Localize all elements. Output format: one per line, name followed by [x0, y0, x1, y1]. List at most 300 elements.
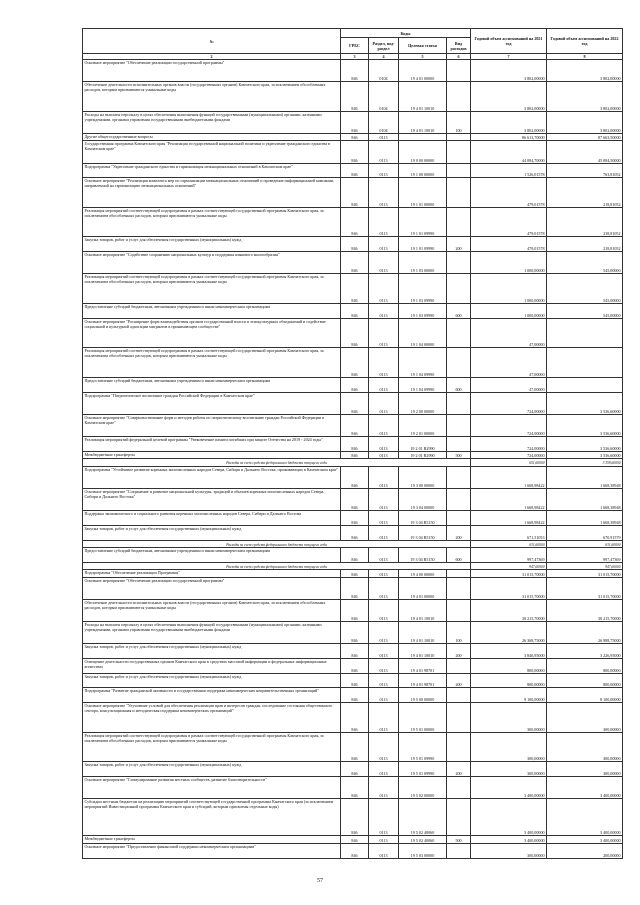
table-subtotal-row — [83, 459, 623, 466]
row-grbs: 846 — [341, 703, 369, 733]
row-razdel: 0113 — [369, 141, 399, 163]
table-row — [83, 274, 623, 304]
row-grbs: 846 — [341, 599, 369, 621]
row-amount-2021: 724,00000 — [471, 392, 547, 414]
table-row — [83, 621, 623, 643]
row-grbs: 846 — [341, 414, 369, 436]
row-amount-2022: 45 084,50000 — [547, 141, 623, 163]
row-grbs: 846 — [341, 577, 369, 599]
row-amount-2022: 26 988,75000 — [547, 621, 623, 643]
table-row — [83, 304, 623, 319]
col-header-name: № — [83, 29, 341, 54]
row-expense-type: 500 — [447, 451, 471, 458]
row-amount-2022: 300,00000 — [547, 703, 623, 733]
row-target-article: 19 4 01 10010 — [399, 644, 447, 659]
row-razdel: 0113 — [369, 414, 399, 436]
row-name: Субсидии местным бюджетам на реализацию мероприятий соответствующей государственной программы Камчатского края (за исключением мероприятий Инвестиционной программы Камчатского края и субсидий, которым присвоены отдельные коды) — [83, 799, 341, 836]
row-expense-type — [447, 577, 471, 599]
row-name: Закупка товаров, работ и услуг для обеспечения государственных (муниципальных) нужд — [83, 762, 341, 777]
row-name: Закупка товаров, работ и услуг для обеспечения государственных (муниципальных) нужд — [83, 673, 341, 688]
table-row — [83, 658, 623, 673]
row-grbs: 846 — [341, 207, 369, 237]
row-amount-2021: 1 668,98422 — [471, 511, 547, 526]
row-name: Основное мероприятие "Сохранение и развитие национальной культуры, традиций и обычаев коренных малочисленных народов Севера, Сибири и Дальнего Востока" — [83, 488, 341, 510]
row-razdel: 0113 — [369, 437, 399, 452]
row-razdel: 0113 — [369, 466, 399, 488]
row-grbs: 846 — [341, 843, 369, 858]
row-expense-type: 600 — [447, 377, 471, 392]
row-amount-2022: 87 663,50000 — [547, 133, 623, 140]
budget-table-sheet — [82, 28, 622, 859]
row-expense-type: 100 — [447, 111, 471, 133]
row-target-article: 19 4 01 10010 — [399, 599, 447, 621]
row-target-article: 19 1 04 09990 — [399, 348, 447, 378]
row-razdel: 0104 — [369, 111, 399, 133]
row-target-article: 19 2 01 R2990 — [399, 437, 447, 452]
row-name: Реализация мероприятий соответствующей подпрограммы в рамках соответствующей государственной программы Камчатского края, за исключением обособленных расходов, которым присваиваются уникальные коды — [83, 274, 341, 304]
row-amount-2022: 545,00000 — [547, 274, 623, 304]
table-row — [83, 252, 623, 274]
row-name: Обеспечение деятельности исполнительных органов власти (государственных органов) Камчатского края, за исключением обособленных расходов, которым присваиваются уникальные коды — [83, 82, 341, 112]
row-name: Основное мероприятие "Расширение форм взаимодействия органов государственной власти и этнокультурных объединений и содействие социальной и культурной адаптации мигрантов в принимающем сообществе" — [83, 318, 341, 348]
row-razdel: 0113 — [369, 133, 399, 140]
row-name: Основное мероприятие "Реализация комплекса мер по гармонизации межнациональных отношений и проведение информационной кампании, направленной на гармонизацию межнациональных отношений" — [83, 178, 341, 208]
row-expense-type — [447, 570, 471, 577]
row-amount-2022: 1 668,38948 — [547, 488, 623, 510]
row-grbs: 846 — [341, 304, 369, 319]
row-grbs: 846 — [341, 732, 369, 762]
table-row — [83, 577, 623, 599]
col-header-cs: Целевая статья — [399, 38, 447, 54]
row-name: Освещение деятельности государственных органов Камчатского края в средствах массовой информации и федеральных информационных агентствах — [83, 658, 341, 673]
row-amount-2021: 44 084,70000 — [471, 141, 547, 163]
row-name: Подпрограмма "Устойчивое развитие коренных малочисленных народов Севера, Сибири и Дальнего Востока, проживающих в Камчатском крае" — [83, 466, 341, 488]
row-amount-2021: 1 526,01578 — [471, 163, 547, 178]
row-name: Обеспечение деятельности исполнительных органов власти (государственных органов) Камчатского края, за исключением обособленных расходов, которым присваиваются уникальные коды — [83, 599, 341, 621]
row-razdel: 0113 — [369, 799, 399, 836]
row-amount-2021: 1 000,00000 — [471, 274, 547, 304]
row-name: Реализация мероприятий соответствующей подпрограммы в рамках соответствующей государственной программы Камчатского края, за исключением обособленных расходов, которым присваиваются уникальные коды — [83, 207, 341, 237]
col-index: 4 — [369, 54, 399, 60]
table-row — [83, 673, 623, 688]
row-amount-2022 — [547, 377, 623, 392]
row-grbs: 846 — [341, 621, 369, 643]
subtotal-value-v2: 947,60000 — [547, 562, 623, 569]
row-name: Реализация мероприятий соответствующей подпрограммы в рамках соответствующей государственной программы Камчатского края, за исключением обособленных расходов, которым присваиваются уникальные коды — [83, 732, 341, 762]
table-row — [83, 111, 623, 133]
row-amount-2022: 3 536,60000 — [547, 451, 623, 458]
table-row — [83, 451, 623, 458]
row-razdel: 0113 — [369, 525, 399, 540]
row-expense-type — [447, 141, 471, 163]
row-grbs: 846 — [341, 688, 369, 703]
row-amount-2021: 300,00000 — [471, 843, 547, 858]
row-amount-2022: 800,00000 — [547, 658, 623, 673]
table-row — [83, 703, 623, 733]
row-name: Реализация мероприятий федеральной целевой программы "Увековечение памяти погибших при защите Отечества на 2019 - 2024 годы" — [83, 437, 341, 452]
row-expense-type — [447, 207, 471, 237]
col-header-grbs: ГРБС — [341, 38, 369, 54]
row-grbs: 846 — [341, 488, 369, 510]
row-amount-2022: 300,00000 — [547, 762, 623, 777]
row-amount-2022: 3 536,60000 — [547, 392, 623, 414]
row-expense-type: 200 — [447, 762, 471, 777]
row-amount-2022: 1 668,38948 — [547, 511, 623, 526]
row-razdel: 0104 — [369, 82, 399, 112]
row-razdel: 0113 — [369, 658, 399, 673]
row-expense-type — [447, 163, 471, 178]
row-razdel: 0113 — [369, 762, 399, 777]
row-target-article: 19 5 02 00000 — [399, 777, 447, 799]
col-header-2022: Годовой объем ассигнований на 2022 год — [547, 29, 623, 54]
table-row — [83, 762, 623, 777]
subtotal-value-v2: 3 359,60000 — [547, 459, 623, 466]
row-amount-2021: 479,01578 — [471, 207, 547, 237]
row-expense-type — [447, 437, 471, 452]
subtotal-value-v2: 631,60000 — [547, 540, 623, 547]
row-amount-2021: 31 015,70000 — [471, 577, 547, 599]
row-amount-2022: 3 400,00000 — [547, 777, 623, 799]
row-target-article: 19 5 01 09990 — [399, 732, 447, 762]
row-grbs: 846 — [341, 392, 369, 414]
table-row — [83, 599, 623, 621]
row-razdel: 0113 — [369, 621, 399, 643]
table-row — [83, 570, 623, 577]
table-row — [83, 178, 623, 208]
row-name: Другие общегосударственные вопросы — [83, 133, 341, 140]
row-amount-2022 — [547, 318, 623, 348]
row-razdel: 0113 — [369, 843, 399, 858]
row-amount-2021: 800,00000 — [471, 658, 547, 673]
row-amount-2021: 3 802,00000 — [471, 60, 547, 82]
table-row — [83, 836, 623, 843]
row-name: Предоставление субсидий бюджетным, автономным учреждениям и иным некоммерческим организациям — [83, 304, 341, 319]
row-name: Подпрограмма "Обеспечение реализации Программы" — [83, 570, 341, 577]
table-row — [83, 843, 623, 858]
budget-table-body — [83, 60, 623, 859]
row-grbs: 846 — [341, 163, 369, 178]
row-amount-2022: 545,00000 — [547, 252, 623, 274]
col-header-vr: Вид расходов — [447, 38, 471, 54]
row-amount-2021: 1 000,00000 — [471, 252, 547, 274]
row-name: Закупка товаров, работ и услуг для обеспечения государственных (муниципальных) нужд — [83, 237, 341, 252]
row-razdel: 0113 — [369, 548, 399, 563]
row-amount-2021: 3 400,00000 — [471, 799, 547, 836]
row-amount-2022: 545,00000 — [547, 304, 623, 319]
subtotal-label: Расходы за счет средств федерального бюджета текущего года — [83, 459, 471, 466]
row-grbs: 846 — [341, 644, 369, 659]
row-grbs: 846 — [341, 673, 369, 688]
row-grbs: 846 — [341, 348, 369, 378]
row-target-article: 19 3 04 R5150 — [399, 548, 447, 563]
table-row — [83, 732, 623, 762]
row-target-article: 19 1 00 00000 — [399, 163, 447, 178]
row-amount-2021: 800,00000 — [471, 673, 547, 688]
row-amount-2022: 3 802,00000 — [547, 60, 623, 82]
row-expense-type — [447, 511, 471, 526]
table-row — [83, 207, 623, 237]
table-row — [83, 377, 623, 392]
row-razdel: 0113 — [369, 688, 399, 703]
table-row — [83, 133, 623, 140]
row-expense-type: 600 — [447, 304, 471, 319]
row-target-article: 19 1 01 09990 — [399, 237, 447, 252]
col-header-razdel: Раздел, под-раздел — [369, 38, 399, 54]
row-amount-2022: 30 215,70000 — [547, 599, 623, 621]
row-expense-type — [447, 133, 471, 140]
row-target-article: 19 2 01 00000 — [399, 414, 447, 436]
row-name: Закупка товаров, работ и услуг для обеспечения государственных (муниципальных) нужд — [83, 525, 341, 540]
row-grbs: 846 — [341, 237, 369, 252]
row-amount-2022: 3 226,95000 — [547, 644, 623, 659]
table-row — [83, 414, 623, 436]
row-amount-2022: 31 015,70000 — [547, 577, 623, 599]
table-row — [83, 488, 623, 510]
row-grbs: 846 — [341, 82, 369, 112]
row-expense-type — [447, 799, 471, 836]
row-razdel: 0113 — [369, 570, 399, 577]
row-amount-2021: 1 668,98422 — [471, 466, 547, 488]
col-header-2021: Годовой объем ассигнований на 2021 год — [471, 29, 547, 54]
row-target-article: 19 4 01 98701 — [399, 658, 447, 673]
row-razdel: 0113 — [369, 836, 399, 843]
row-target-article: 19 5 01 09990 — [399, 762, 447, 777]
row-amount-2021: 997,47369 — [471, 548, 547, 563]
row-razdel: 0113 — [369, 274, 399, 304]
row-amount-2021: 3 400,00000 — [471, 836, 547, 843]
row-name: Межбюджетные трансферты — [83, 451, 341, 458]
row-razdel: 0113 — [369, 163, 399, 178]
row-name: Основное мероприятие "Обеспечение реализации государственной программы" — [83, 60, 341, 82]
row-name: Основное мероприятие "Содействие сохранению национальных культур и поддержка языкового многообразия" — [83, 252, 341, 274]
row-target-article: 19 1 03 00000 — [399, 252, 447, 274]
table-row — [83, 799, 623, 836]
row-name: Расходы на выплаты персоналу в целях обеспечения выполнения функций государственными (муниципальными) органами, казенными учреждениями, органами управления государственными внебюджетными фондами — [83, 621, 341, 643]
row-razdel: 0113 — [369, 673, 399, 688]
col-index: 3 — [341, 54, 369, 60]
row-target-article: 19 1 03 09990 — [399, 304, 447, 319]
table-row — [83, 466, 623, 488]
row-amount-2021: 300,00000 — [471, 762, 547, 777]
col-index: 7 — [471, 54, 547, 60]
row-amount-2021: 671,51053 — [471, 525, 547, 540]
row-expense-type — [447, 703, 471, 733]
row-amount-2021: 31 015,70000 — [471, 570, 547, 577]
row-target-article: 19 5 03 00000 — [399, 843, 447, 858]
row-name: Предоставление субсидий бюджетным, автономным учреждениям и иным некоммерческим организациям — [83, 548, 341, 563]
table-row — [83, 437, 623, 452]
col-index: 6 — [447, 54, 471, 60]
row-expense-type — [447, 843, 471, 858]
row-target-article: 19 4 01 10010 — [399, 111, 447, 133]
row-expense-type: 600 — [447, 548, 471, 563]
row-amount-2021: 30 215,70000 — [471, 599, 547, 621]
table-row — [83, 777, 623, 799]
row-grbs: 846 — [341, 762, 369, 777]
row-amount-2021: 3 802,00000 — [471, 111, 547, 133]
row-target-article: 19 1 04 00000 — [399, 318, 447, 348]
row-razdel: 0113 — [369, 599, 399, 621]
table-subtotal-row — [83, 562, 623, 569]
row-razdel: 0113 — [369, 318, 399, 348]
row-target-article: 19 4 01 10010 — [399, 82, 447, 112]
row-razdel: 0104 — [369, 60, 399, 82]
row-expense-type — [447, 252, 471, 274]
table-row — [83, 511, 623, 526]
row-target-article: 19 1 01 00000 — [399, 178, 447, 208]
row-grbs: 846 — [341, 525, 369, 540]
row-grbs: 846 — [341, 799, 369, 836]
row-target-article: 19 4 00 00000 — [399, 570, 447, 577]
subtotal-label: Расходы за счет средств федерального бюджета текущего года — [83, 562, 471, 569]
row-grbs: 846 — [341, 318, 369, 348]
row-name: Основное мероприятие "Предоставление финансовой поддержки некоммерческим организациям" — [83, 843, 341, 858]
row-target-article: 19 1 04 09990 — [399, 377, 447, 392]
row-amount-2021: 26 368,75000 — [471, 621, 547, 643]
row-amount-2022: 218,81052 — [547, 237, 623, 252]
row-amount-2022: 3 802,00000 — [547, 82, 623, 112]
row-expense-type — [447, 178, 471, 208]
row-expense-type: 200 — [447, 525, 471, 540]
row-name: Основное мероприятие "Совершенствование форм и методов работы по патриотическому воспитанию граждан Российской Федерации в Камчатском крае" — [83, 414, 341, 436]
row-amount-2021: 300,00000 — [471, 703, 547, 733]
row-amount-2022: 997,47369 — [547, 548, 623, 563]
row-amount-2022: 218,81052 — [547, 178, 623, 208]
row-name: Поддержка экономического и социального развития коренных малочисленных народов Севера, Сибири и Дальнего Востока — [83, 511, 341, 526]
row-expense-type: 200 — [447, 673, 471, 688]
row-razdel: 0113 — [369, 252, 399, 274]
row-name: Реализация мероприятий соответствующей подпрограммы в рамках соответствующей государственной программы Камчатского края, за исключением обособленных расходов, которым присваиваются уникальные коды — [83, 348, 341, 378]
row-razdel: 0113 — [369, 488, 399, 510]
row-target-article: 19 4 01 98701 — [399, 673, 447, 688]
row-expense-type — [447, 599, 471, 621]
row-expense-type — [447, 348, 471, 378]
row-name: Подпрограмма "Укрепление гражданского единства и гармонизация межнациональных отношений в Камчатском крае" — [83, 163, 341, 178]
budget-table — [82, 28, 623, 859]
row-amount-2022: 31 015,70000 — [547, 570, 623, 577]
row-amount-2021: 724,00000 — [471, 414, 547, 436]
row-target-article: 19 1 03 09990 — [399, 274, 447, 304]
row-amount-2022: 800,00000 — [547, 673, 623, 688]
row-razdel: 0113 — [369, 577, 399, 599]
row-amount-2021: 47,00000 — [471, 348, 547, 378]
row-amount-2022: 3 400,00000 — [547, 836, 623, 843]
page-number: 57 — [317, 878, 323, 884]
row-grbs: 846 — [341, 178, 369, 208]
row-razdel: 0113 — [369, 348, 399, 378]
row-expense-type: 200 — [447, 237, 471, 252]
row-target-article: 19 2 00 00000 — [399, 392, 447, 414]
row-expense-type: 500 — [447, 836, 471, 843]
row-target-article: 19 4 01 00000 — [399, 60, 447, 82]
row-expense-type — [447, 82, 471, 112]
row-amount-2021: 724,00000 — [471, 437, 547, 452]
row-amount-2021: 86 613,70000 — [471, 133, 547, 140]
row-grbs: 846 — [341, 658, 369, 673]
row-target-article: 19 5 01 00000 — [399, 703, 447, 733]
row-grbs: 846 — [341, 548, 369, 563]
table-row — [83, 548, 623, 563]
row-grbs: 846 — [341, 141, 369, 163]
col-index: 8 — [547, 54, 623, 60]
row-grbs: 846 — [341, 377, 369, 392]
row-amount-2021: 47,00000 — [471, 377, 547, 392]
row-amount-2022: 3 536,60000 — [547, 414, 623, 436]
row-grbs: 846 — [341, 511, 369, 526]
row-target-article: 19 5 02 40060 — [399, 836, 447, 843]
row-amount-2021: 479,01578 — [471, 237, 547, 252]
row-name: Государственная программа Камчатского края "Реализация государственной национальной политики и укрепление гражданского единства в Камчатском крае" — [83, 141, 341, 163]
row-amount-2022: 200,00000 — [547, 843, 623, 858]
row-grbs: 846 — [341, 451, 369, 458]
row-expense-type — [447, 488, 471, 510]
row-expense-type — [447, 688, 471, 703]
col-index: 5 — [399, 54, 447, 60]
row-razdel: 0113 — [369, 392, 399, 414]
row-grbs: 846 — [341, 274, 369, 304]
subtotal-value-v1: 651,60000 — [471, 459, 547, 466]
row-grbs: 846 — [341, 60, 369, 82]
row-amount-2021: 300,00000 — [471, 732, 547, 762]
row-amount-2022 — [547, 348, 623, 378]
row-name: Расходы на выплаты персоналу в целях обеспечения выполнения функций государственными (муниципальными) органами, казенными учреждениями, органами управления государственными внебюджетными фондами — [83, 111, 341, 133]
row-razdel: 0113 — [369, 237, 399, 252]
row-grbs: 846 — [341, 133, 369, 140]
row-expense-type — [447, 466, 471, 488]
table-row — [83, 82, 623, 112]
row-grbs: 846 — [341, 111, 369, 133]
row-target-article: 19 1 01 09990 — [399, 207, 447, 237]
row-name: Подпрограмма "Развитие гражданской активности и государственная поддержка некоммерческих неправительственных организаций" — [83, 688, 341, 703]
row-razdel: 0113 — [369, 732, 399, 762]
row-grbs: 846 — [341, 836, 369, 843]
subtotal-value-v1: 947,60000 — [471, 562, 547, 569]
row-name: Закупка товаров, работ и услуг для обеспечения государственных (муниципальных) нужд — [83, 644, 341, 659]
row-name: Основное мероприятие "Улучшение условий для обеспечения реализации прав и интересов граждан, исследование состояния общественного сектора, консультационная и методическая поддержка некоммерческих организаций" — [83, 703, 341, 733]
row-grbs: 846 — [341, 777, 369, 799]
subtotal-label: Расходы за счет средств федерального бюджета текущего года — [83, 540, 471, 547]
row-grbs: 846 — [341, 252, 369, 274]
row-amount-2021: 724,00000 — [471, 451, 547, 458]
row-amount-2022: 670,91579 — [547, 525, 623, 540]
row-expense-type: 100 — [447, 621, 471, 643]
table-row — [83, 60, 623, 82]
row-expense-type — [447, 274, 471, 304]
subtotal-value-v1: 631,60000 — [471, 540, 547, 547]
row-expense-type — [447, 732, 471, 762]
row-razdel: 0113 — [369, 451, 399, 458]
row-target-article: 19 3 00 00000 — [399, 466, 447, 488]
table-row — [83, 644, 623, 659]
row-amount-2021: 47,00000 — [471, 318, 547, 348]
row-amount-2022: 218,81052 — [547, 207, 623, 237]
row-razdel: 0113 — [369, 777, 399, 799]
row-grbs: 846 — [341, 466, 369, 488]
row-grbs: 846 — [341, 570, 369, 577]
row-amount-2021: 1 000,00000 — [471, 304, 547, 319]
table-row — [83, 688, 623, 703]
row-expense-type — [447, 658, 471, 673]
row-target-article: 19 5 00 00000 — [399, 688, 447, 703]
row-razdel: 0113 — [369, 703, 399, 733]
row-name: Межбюджетные трансферты — [83, 836, 341, 843]
row-target-article: 19 3 04 R5150 — [399, 511, 447, 526]
table-row — [83, 163, 623, 178]
row-amount-2022: 3 802,00000 — [547, 111, 623, 133]
row-target-article: 19 0 00 00000 — [399, 141, 447, 163]
row-razdel: 0113 — [369, 644, 399, 659]
table-row — [83, 237, 623, 252]
